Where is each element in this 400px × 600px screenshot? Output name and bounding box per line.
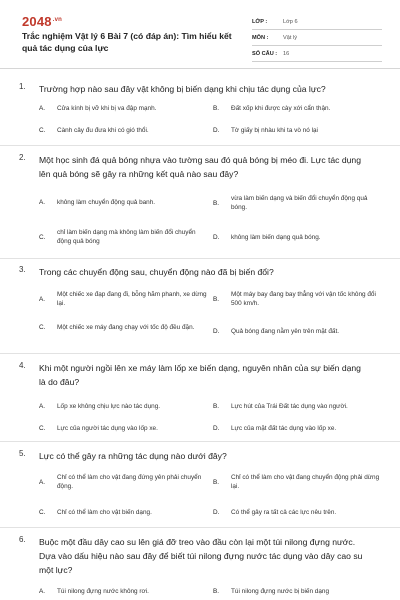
question-number: 2. bbox=[19, 153, 26, 162]
meta-table bbox=[252, 14, 382, 62]
option-c[interactable]: C. chỉ làm biến dạng mà không làm biến đổi chuyển động quả bóng bbox=[39, 229, 196, 245]
option-a[interactable]: A. Một chiếc xe đạp đang đi, bỗng hãm phanh, xe dừng lại. bbox=[39, 291, 207, 307]
question-number: 3. bbox=[19, 265, 26, 274]
option-c[interactable]: C. Một chiếc xe máy đang chạy với tốc độ đều đặn. bbox=[39, 324, 195, 331]
meta-value: Vật lý bbox=[283, 34, 297, 41]
option-c[interactable]: C. Cành cây đu đưa khi có gió thổi. bbox=[39, 127, 149, 134]
option-b[interactable]: B. Túi nilong đựng nước bị biến dạng bbox=[213, 588, 330, 595]
option-b[interactable]: B. Một máy bay đang bay thẳng với vận tốc không đổi 500 km/h. bbox=[213, 291, 376, 307]
question-number: 4. bbox=[19, 361, 26, 370]
option-c[interactable]: C. Chỉ có thể làm cho vật biến dạng. bbox=[39, 509, 152, 516]
question-text: Buộc một đầu dây cao su lên giá đỡ treo vào đầu còn lại một túi nilong đựng nước. Dựa vào dấu hiệu nào sau đây để biết túi nilong đựng nước tác dụng vào dây cao su một lực? bbox=[39, 537, 363, 575]
meta-label: MÔN : bbox=[252, 34, 269, 41]
question-divider bbox=[0, 353, 400, 354]
document-title: Trắc nghiệm Vật lý 6 Bài 7 (có đáp án): Tìm hiểu kết quả tác dụng của lực bbox=[22, 31, 232, 53]
question-text: Khi một người ngồi lên xe máy làm lốp xe biến dạng, nguyên nhân của sự biến dạng là do đâu? bbox=[39, 363, 361, 387]
question-text: Lực có thể gây ra những tác dụng nào dưới đây? bbox=[39, 451, 227, 461]
meta-row-class bbox=[252, 14, 382, 30]
question-divider bbox=[0, 145, 400, 146]
option-a[interactable]: A. Túi nilong đựng nước không rơi. bbox=[39, 588, 149, 595]
option-a[interactable]: A. không làm chuyển động quả banh. bbox=[39, 199, 156, 206]
question-text: Một học sinh đá quả bóng nhựa vào tường sau đó quả bóng bị méo đi. Lực tác dụng lên quả bóng sẽ gây ra những kết quả nào sau đây? bbox=[39, 155, 361, 179]
option-b[interactable]: B. vừa làm biến dạng và biến đổi chuyển động quả bóng. bbox=[213, 195, 368, 211]
option-b[interactable]: B. Lực hút của Trái Đất tác dụng vào người. bbox=[213, 403, 348, 410]
header-divider bbox=[0, 68, 400, 69]
meta-row-count bbox=[252, 46, 382, 62]
option-d[interactable]: D. Có thể gây ra tất cả các lực nêu trên. bbox=[213, 509, 337, 516]
option-a[interactable]: A. Lốp xe không chịu lực nào tác dụng. bbox=[39, 403, 161, 410]
option-d[interactable]: D. Tờ giấy bị nhàu khi ta vò nó lại bbox=[213, 127, 318, 134]
question-text: Trong các chuyển động sau, chuyển động nào đã bị biến đổi? bbox=[39, 267, 274, 277]
meta-row-subject bbox=[252, 30, 382, 46]
question-divider bbox=[0, 441, 400, 442]
question-number: 5. bbox=[19, 449, 26, 458]
question-divider bbox=[0, 527, 400, 528]
question-number: 6. bbox=[19, 535, 26, 544]
option-d[interactable]: D. không làm biến dạng quả bóng. bbox=[213, 234, 321, 241]
option-d[interactable]: D. Quả bóng đang nằm yên trên mặt đất. bbox=[213, 328, 340, 335]
meta-label: SỐ CÂU : bbox=[252, 50, 278, 57]
option-a[interactable]: A. Chỉ có thể làm cho vật đang đứng yên phải chuyển động. bbox=[39, 474, 202, 490]
option-d[interactable]: D. Lực của mặt đất tác dụng vào lốp xe. bbox=[213, 425, 337, 432]
question-divider bbox=[0, 258, 400, 259]
option-b[interactable]: B. Chỉ có thể làm cho vật đang chuyển động phải dừng lại. bbox=[213, 474, 380, 490]
site-logo[interactable]: $2048^{.vn}$ bbox=[22, 14, 63, 29]
option-a[interactable]: A. Cửa kính bị vỡ khi bị va đập mạnh. bbox=[39, 105, 157, 112]
question-text: Trường hợp nào sau đây vật không bị biến dạng khi chịu tác dụng của lực? bbox=[39, 84, 326, 94]
meta-value: Lớp 6 bbox=[283, 18, 298, 25]
meta-label: LỚP : bbox=[252, 18, 268, 25]
meta-value: 16 bbox=[283, 50, 290, 57]
question-number: 1. bbox=[19, 82, 26, 91]
option-b[interactable]: B. Đất xốp khi được cày xới cẩn thận. bbox=[213, 105, 331, 112]
option-c[interactable]: C. Lực của người tác dụng vào lốp xe. bbox=[39, 425, 158, 432]
document-header bbox=[0, 0, 400, 78]
